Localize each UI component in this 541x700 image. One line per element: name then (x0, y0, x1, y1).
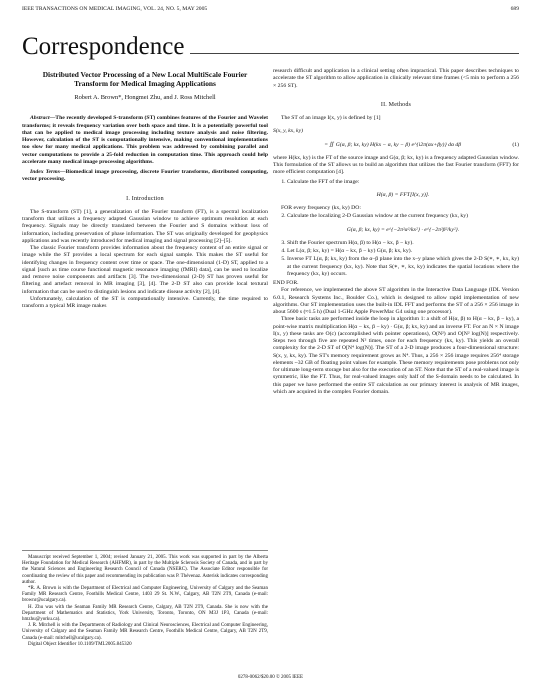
abstract (22, 115, 268, 166)
intro-paragraph: The classic Fourier transform provides information about the frequency content of an entire signal or image while the ST provides a local spectrum for each signal sample. This makes the ST useful for identifying changes in frequency content over time or space. The one-dimensional (1-D) ST, applied to a signal [such as time course functional magnetic resonance imaging (fMRI) data], can be used to localize and remove noise components and artifacts [3]. The two-dimensional (2-D) ST has proven useful for filtering and artefact removal in MR imaging [3], [4]. The 2-D ST also can provide local textural information that can be used to distinguish lesions and indicate disease activity [2], [4]. (22, 245, 268, 295)
algorithm-step: 3. Shift the Fourier spectrum H(α, β) to H(α − kx, β − ky). (287, 240, 519, 247)
intro-paragraph: The S-transform (ST) [1], a generalization of the Fourier transform (FT), is a spectral localization transform that utilizes a frequency adapted Gaussian window to achieve optimum resolution at each frequency. Signals may be directly translated between the Fourier and S domains without loss of information, including preservation of phase information. The ST was originally developed for geophysics applications and was recently introduced for medical imaging and signal processing [2]–[5]. (22, 208, 268, 244)
index-terms-text: Biomedical image processing, discrete Fourier transforms, distributed computing, vector processing. (22, 169, 268, 183)
intro-heading: I. Introduction (126, 195, 164, 202)
section-title: Correspondence (22, 33, 185, 60)
footnote: Manuscript received September 1, 2004; revised January 21, 2005. This work was supported in part by the Alberta Heritage Foundation for Medical Research (AHFMR), in part by the Multiple Sclerosis Society of Canada, and in part by the Natural Sciences and Engineering Research Council of Canada (NSERC). The Associate Editor responsible for coordinating the review of this paper and recommending its publication was P. Thévenaz. Asterisk indicates corresponding author. (22, 555, 268, 585)
abstract-label: Abstract— (30, 115, 56, 122)
footnote: H. Zhu was with the Seaman Family MR Research Centre, Calgary, AB T2N 2T9, Canada. She is now with the Department of Mathematics and Statistics, York University, Toronto, Toronto, ON M3J 1P3, Canada (e-mail: hmzhu@yorku.ca). (22, 604, 268, 623)
equation-3: G(α, β; kx, ky) = e^{−2π²α²/kx²} · e^{−2π²β²/ky²}. (346, 226, 460, 233)
paper-authors: Robert A. Brown*, Hongmei Zhu, and J. Ross Mitchell (74, 94, 216, 101)
running-header (22, 6, 519, 12)
intro-paragraph: Unfortunately, calculation of the ST is computationally intensive. Currently, the time required to transform a typical MR image makes (22, 295, 268, 309)
abstract-text: The recently developed S-transform (ST) combines features of the Fourier and Wavelet transforms; it reveals frequency variation over both space and time. It is a potentially powerful tool that can be applied to medical image processing including texture analysis and noise filtering. However, calculation of the ST is computationally intensive, making conventional implementations too slow for many medical applications. This problem was addressed by combining parallel and vector computations to provide a 25-fold reduction in computation time. This approach could help accelerate many medical image processing algorithms. (22, 115, 268, 165)
page-number: 689 (510, 6, 519, 12)
index-terms-label: Index Terms— (30, 169, 66, 175)
methods-paragraph: where H(kx, ky) is the FT of the source image and G(α, β; kx, ky) is a frequency adapted Gaussian window. This formulation of the ST allows us to build an algorithm that utilizes the fast Fourier transform (FFT) for more efficient computation [4]. (273, 154, 519, 176)
footnote: J. R. Mitchell is with the Departments of Radiology and Clinical Neurosciences, Electrical and Computer Engineering, University of Calgary and the Seaman Family MR Research Centre, Foothills Medical Centre, Calgary, AB T2N 2T9, Canada (e-mail: mitchell@ucalgary.ca). (22, 623, 268, 641)
end-for-line: END FOR. (273, 280, 299, 286)
equation-1-rhs: = ∬ G(α, β; kx, ky) H(kx − α, ky − β) e^{i2π(αx+βy)} dα dβ (324, 141, 462, 148)
equation-1 (273, 142, 519, 149)
equation-1-lhs-row (273, 128, 519, 135)
left-column (22, 70, 268, 310)
algorithm-step: 1. Calculate the FFT of the image: H(α, β) = FFT[I(x, y)]. FOR every frequency (kx, ky) DO: (287, 179, 519, 213)
index-terms (22, 169, 268, 184)
footnote-doi: Digital Object Identifier 10.1109/TMI.2005.845320 (28, 641, 132, 647)
copyright-footer: 0278-0062/$20.00 © 2005 IEEE (237, 675, 304, 680)
algorithm-step: 2. Calculate the localizing 2-D Gaussian window at the current frequency (kx, ky) G(α, β; kx, ky) = e^{−2π²α²/kx²} · e^{−2π²β²/ky²}. (287, 213, 519, 234)
algorithm-steps (273, 179, 519, 279)
right-column (273, 68, 519, 396)
methods-paragraph: The ST of an image I(x, y) is defined by [1] (281, 115, 381, 121)
methods-paragraph: Three basic tasks are performed inside the loop in algorithm 1: a shift of H(α, β) to H(α − kx, β − ky), a point-wise matrix multiplication H(α − kx, β − ky) · G(α, β; kx, ky) and an inverse FT. For an N × N image I(x, y) these tasks are O(c) (accomplished with pointer operations), O(N²) and O[N² log(N)] respectively. Steps two through five are repeated N² times, once for each frequency (kx, ky). This yields an overall complexity for the 2-D ST of O[N⁴ log(N)]. The ST of a 2-D image produces a four-dimensional structure: S(x, y, kx, ky). The ST's memory requirement grows as N⁴. Thus, a 256 × 256 image requires 256⁴ storage elements ~32 GB of floating point values for example. These memory requirements pose problems not only for ultimate long-term storage but also for the execution of an ST. Note that the ST of a real-valued image is symmetric, like the FT. Thus, for real-valued images only half of the S-domain needs to be calculated. In this paper we have performed the entire ST calculation as our primary interest is analysis of MR images, which are acquired in the complex Fourier domain. (273, 316, 520, 395)
methods-heading: II. Methods (380, 101, 412, 108)
paper-title: Distributed Vector Processing of a New Local MultiScale Fourier Transform for Medical Imaging Applications (42, 70, 248, 88)
methods-paragraph: For reference, we implemented the above ST algorithm in the Interactive Data Language (IDL Version 6.0.1, Research Systems Inc., Boulder Co.), which is designed to allow rapid implementation of new algorithms. Our ST implementation uses the built-in IDL FFT and performs the ST of a 256 × 256 image in about 5600 s (≈1.5 h) (Dual 1-GHz Apple PowerMac G4 using one processor). (273, 287, 519, 315)
section-heading (22, 34, 519, 59)
equation-1-number: (1) (512, 141, 519, 148)
journal-header: IEEE TRANSACTIONS ON MEDICAL IMAGING, VOL. 24, NO. 5, MAY 2005 (22, 6, 208, 12)
equation-2: H(α, β) = FFT[I(x, y)]. (376, 191, 430, 198)
continued-paragraph: research difficult and application in a clinical setting often impractical. This paper describes techniques to accelerate the ST algorithm to allow application in clinically relevant time frames (<5 min to perform a 256 × 256 ST). (273, 68, 519, 89)
footnotes (22, 550, 268, 648)
algorithm-step: 4. Let L(α, β; kx, ky) = H(α − kx, β − ky) G(α, β; kx, ky). (287, 248, 519, 255)
title-rule (190, 53, 519, 54)
algorithm-step: 5. Inverse FT L(α, β; kx, ky) from the α–β plane into the x–y plane which gives the 2-D S(∗, ∗, kx, ky) at the current frequency (kx, ky). Note that S(∗, ∗, kx, ky) indicates the spatial locations where the frequency (kx, ky) occurs. (287, 256, 519, 278)
for-each-line: FOR every frequency (kx, ky) DO: (281, 205, 361, 211)
equation-1-lhs: S(x, y, kx, ky) (273, 128, 303, 135)
footnote: *R. A. Brown is with the Department of Electrical and Computer Engineering, University of Calgary and the Seaman Family MR Research Centre, Foothills Medical Centre, 1403 29 St. N.W., Calgary, AB T2N 2T9, Canada (e-mail: brownr@ucalgary.ca). (22, 586, 268, 604)
